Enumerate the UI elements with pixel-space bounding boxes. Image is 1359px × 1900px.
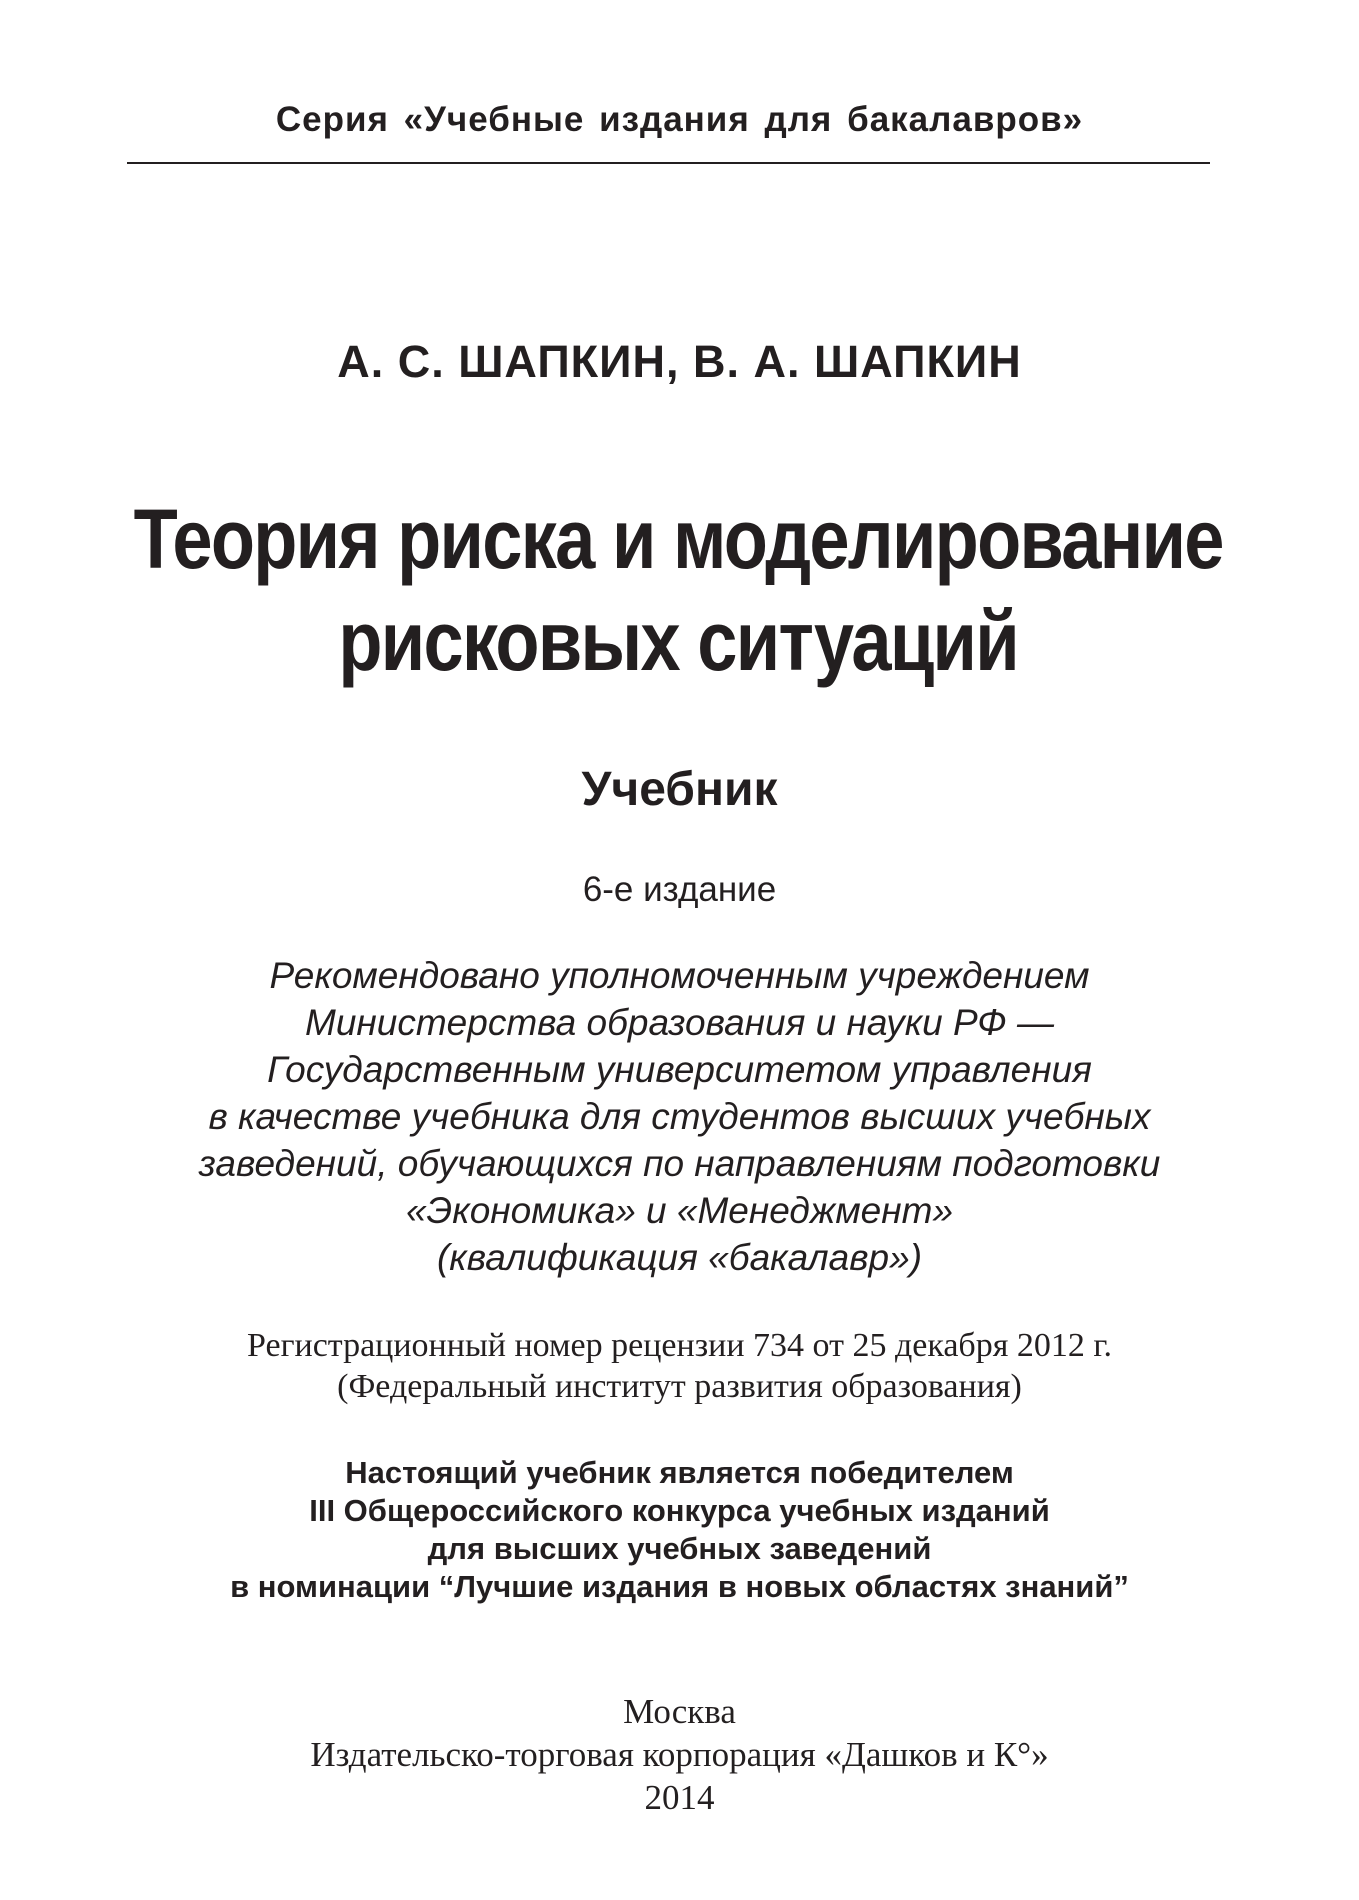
award-line: в номинации “Лучшие издания в новых областях знаний”	[230, 1569, 1129, 1604]
award-line: для высших учебных заведений	[427, 1531, 932, 1566]
series-divider	[127, 162, 1210, 164]
recommendation-line: «Экономика» и «Менеджмент»	[405, 1190, 954, 1231]
registration-line: (Федеральный институт развития образования)	[337, 1368, 1022, 1405]
recommendation-line: (квалификация «бакалавр»)	[436, 1237, 923, 1278]
imprint	[0, 1690, 1359, 1819]
publication-kind: Учебник	[581, 763, 778, 816]
recommendation-line: в качестве учебника для студентов высших учебных	[208, 1096, 1151, 1137]
imprint-year: 2014	[644, 1778, 715, 1817]
recommendation-note	[0, 952, 1359, 1281]
registration-line: Регистрационный номер рецензии 734 от 25 декабря 2012 г.	[247, 1327, 1112, 1364]
award-line: III Общероссийского конкурса учебных изданий	[309, 1493, 1050, 1528]
registration-note	[0, 1325, 1359, 1407]
award-note	[0, 1454, 1359, 1606]
book-title	[94, 488, 1263, 692]
edition: 6-е издание	[582, 870, 777, 909]
recommendation-line: Министерства образования и науки РФ —	[305, 1002, 1054, 1043]
award-line: Настоящий учебник является победителем	[345, 1455, 1014, 1490]
authors: А. С. ШАПКИН, В. А. ШАПКИН	[337, 336, 1022, 387]
recommendation-line: Рекомендовано уполномоченным учреждением	[269, 955, 1090, 996]
recommendation-line: Государственным университетом управления	[267, 1049, 1092, 1090]
series-heading: Серия «Учебные издания для бакалавров»	[275, 100, 1084, 139]
book-title-line-2: рисковых ситуаций	[338, 594, 1018, 688]
book-title-line-1: Теория риска и моделирование	[133, 492, 1223, 586]
recommendation-line: заведений, обучающихся по направлениям подготовки	[198, 1143, 1161, 1184]
imprint-city: Москва	[623, 1692, 736, 1731]
imprint-publisher: Издательско-торговая корпорация «Дашков и К°»	[310, 1735, 1049, 1774]
